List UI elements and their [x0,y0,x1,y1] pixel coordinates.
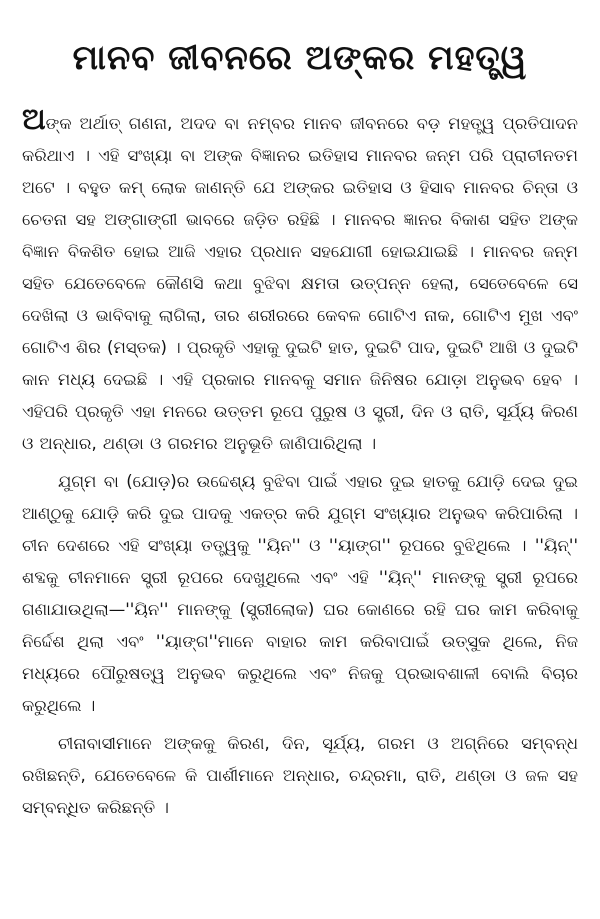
drop-cap: ଅ [22,102,46,137]
paragraph-1-text: ଙ୍କ ଅର୍ଥାତ୍ ଗଣନା, ଅଦଦ ବା ନମ୍ବର ମାନବ ଜୀବନରେ ବଡ଼ ମହତ୍ତ୍ୱ ପ୍ରତିପାଦନ କରିଥାଏ । ଏହି ସଂଖ୍ୟା ବା ଅଙ୍କ ବିଜ୍ଞାନର ଇତିହାସ ମାନବର ଜନ୍ମ ପରି ପ୍ରାଚୀନତମ ଅଟେ । ବହୁତ କମ୍ ଲୋକ ଜାଣନ୍ତି ଯେ ଅଙ୍କର ଇତିହାସ ଓ ହିସାବ ମାନବର ଚିନ୍ତା ଓ ଚେତନା ସହ ଅଙ୍ଗାଙ୍ଗୀ ଭାବରେ ଜଡ଼ିତ ରହିଛି । ମାନବର ଜ୍ଞାନର ବିକାଶ ସହିତ ଅଙ୍କ ବିଜ୍ଞାନ ବିକଶିତ ହୋଇ ଆଜି ଏହାର ପ୍ରଧାନ ସହଯୋଗୀ ହୋଇଯାଇଛି । ମାନବର ଜନ୍ମ ସହିତ ଯେତେବେଳେ କୌଣସି କଥା ବୁଝିବା କ୍ଷମତା ଉତ୍ପନ୍ନ ହେଲା, ସେତେବେଳେ ସେ ଦେଖିଲା ଓ ଭାବିବାକୁ ଲାଗିଲା, ତାର ଶରୀରରେ କେବଳ ଗୋଟିଏ ନାକ, ଗୋଟିଏ ମୁଖ ଏବଂ ଗୋଟିଏ ଶିର (ମସ୍ତକ) । ପ୍ରକୃତି ଏହାକୁ ଦୁଇଟି ହାତ, ଦୁଇଟି ପାଦ, ଦୁଇଟି ଆଖି ଓ ଦୁଇଟି କାନ ମଧ୍ୟ ଦେଇଛି । ଏହି ପ୍ରକାର ମାନବକୁ ସମାନ ଜିନିଷର ଯୋଡ଼ା ଅନୁଭବ ହେବ । ଏହିପରି ପ୍ରକୃତି ଏହା ମନରେ ଉତ୍ତମ ରୂପେ ପୁରୁଷ ଓ ସ୍ତ୍ରୀ, ଦିନ ଓ ରାତି, ସୂର୍ଯ୍ୟ କିରଣ ଓ ଅନ୍ଧାର, ଥଣ୍ଡା ଓ ଗରମର ଅନୁଭୂତି ଜାଣିପାରିଥିଲା । [22,114,578,453]
page-title: ମାନବ ଜୀବନରେ ଅଙ୍କର ମହତ୍ତ୍ୱ [72,38,528,78]
paragraph-1 [22,104,578,460]
paragraph-3: ଚୀନାବାସୀମାନେ ଅଙ୍କକୁ କିରଣ, ଦିନ, ସୂର୍ଯ୍ୟ, ଗରମ ଓ ଅଗ୍ନିରେ ସମ୍ବନ୍ଧ ରଖିଛନ୍ତି, ଯେତେବେଳେ କି ପାର୍ଶୀମାନେ ଅନ୍ଧାର, ଚନ୍ଦ୍ରମା, ରାତି, ଥଣ୍ଡା ଓ ଜଳ ସହ ସମ୍ବନ୍ଧିତ କରିଛନ୍ତି । [22,734,578,817]
paragraph-2: ଯୁଗ୍ମ ବା (ଯୋଡ଼)ର ଉଦ୍ଦେଶ୍ୟ ବୁଝିବା ପାଇଁ ଏହାର ଦୁଇ ହାତକୁ ଯୋଡ଼ି ଦେଇ ଦୁଇ ଆଣ୍ଠୁକୁ ଯୋଡ଼ି କରି ଦୁଇ ପାଦକୁ ଏକତ୍ର କରି ଯୁଗ୍ମ ସଂଖ୍ୟାର ଅନୁଭବ କରିପାରିଲା । ଚୀନ ଦେଶରେ ଏହି ସଂଖ୍ୟା ତତ୍ତ୍ୱକୁ ''ୟିନ'' ଓ ''ୟାଙ୍ଗ'' ରୂପରେ ବୁଝିଥିଲେ । ''ୟିନ୍'' ଶବ୍ଦକୁ ଚୀନମାନେ ସ୍ତ୍ରୀ ରୂପରେ ଦେଖୁଥିଲେ ଏବଂ ଏହି ''ୟିନ୍'' ମାନଙ୍କୁ ସ୍ତ୍ରୀ ରୂପରେ ଗଣାଯାଉଥିଲା—''ୟିନ'' ମାନଙ୍କୁ (ସ୍ତ୍ରୀଲୋକ) ଘର କୋଣରେ ରହି ଘର କାମ କରିବାକୁ ନିର୍ଦ୍ଦେଶ ଥିଲା ଏବଂ ''ୟାଙ୍ଗ''ମାନେ ବାହାର କାମ କରିବାପାଇଁ ଉତ୍ସୁକ ଥିଲେ, ନିଜ ମଧ୍ୟରେ ପୌରୁଷତ୍ୱ ଅନୁଭବ କରୁଥିଲେ ଏବଂ ନିଜକୁ ପ୍ରଭାବଶାଳୀ ବୋଲି ବିଚାର କରୁଥିଲେ । [22,472,578,715]
